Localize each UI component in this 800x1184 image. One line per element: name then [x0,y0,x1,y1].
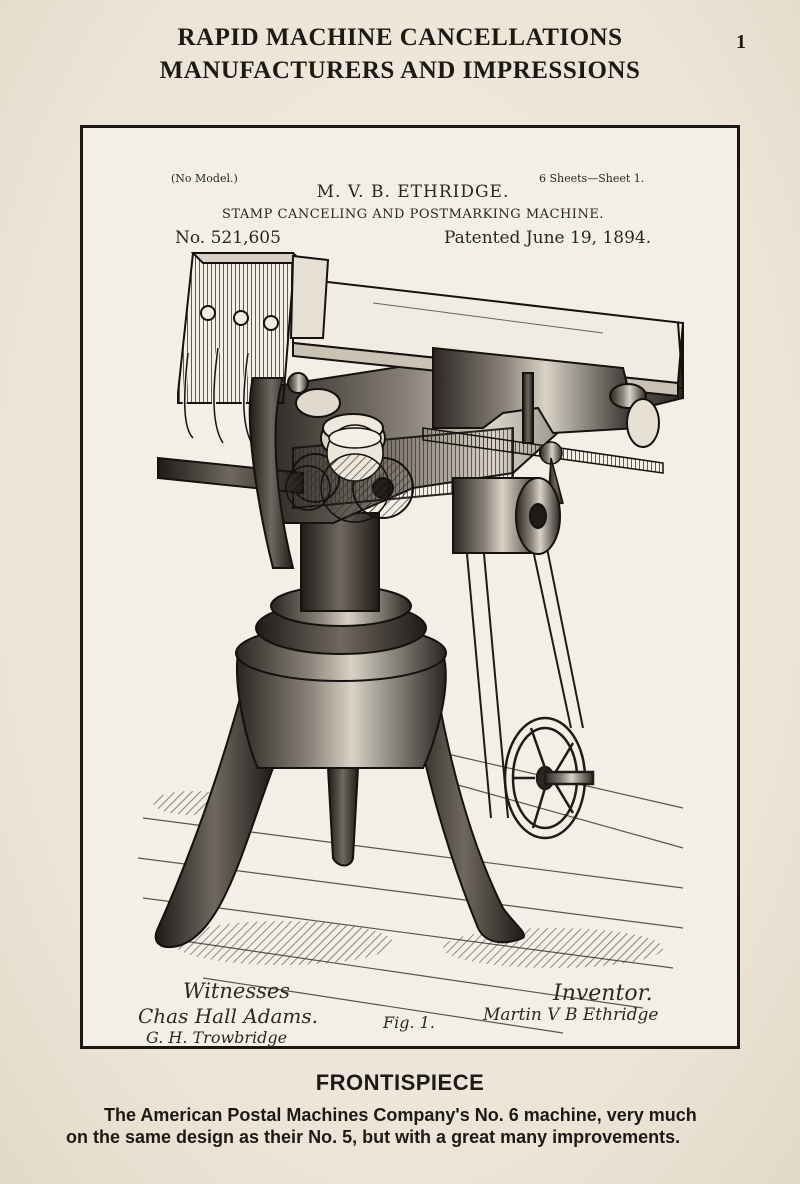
drive-pulley [453,478,560,554]
patent-date: Patented June 19, 1894. [444,228,652,248]
patent-inventor-name: M. V. B. ETHRIDGE. [316,182,510,202]
stamp-canceling-machine-illustration [83,128,737,1046]
sheet-number: 6 Sheets—Sheet 1. [539,172,645,185]
patent-drawing-plate [80,125,740,1049]
pedestal [236,513,446,768]
caption-line-1: The American Postal Machines Company's No. 6 machine, very much [104,1105,697,1125]
inventor-label: Inventor. [553,981,653,1006]
no-model-note: (No Model.) [171,172,238,185]
witnesses-label: Witnesses [183,979,291,1003]
page-title-line-1: RAPID MACHINE CANCELLATIONS [177,24,623,51]
page-title-line-2: MANUFACTURERS AND IMPRESSIONS [159,57,641,84]
patent-number: No. 521,605 [175,228,281,248]
witness-signature-1: Chas Hall Adams. [138,1004,318,1028]
patent-machine-name: STAMP CANCELING AND POSTMARKING MACHINE. [222,207,604,222]
caption-title: FRONTISPIECE [315,1070,485,1095]
inventor-signature: Martin V B Ethridge [483,1005,659,1025]
figure-label: Fig. 1. [383,1013,435,1032]
caption-line-2: on the same design as their No. 5, but with a great many improvements. [66,1127,681,1147]
witness-signature-2: G. H. Trowbridge [146,1028,288,1047]
flywheel [505,718,593,838]
page-number: 1 [736,31,746,53]
